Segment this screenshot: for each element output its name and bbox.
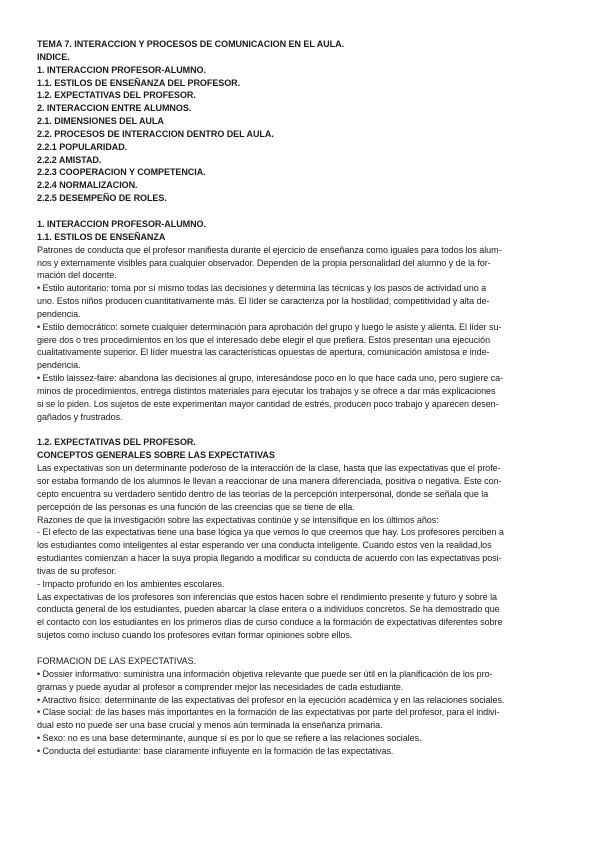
section-teaching-styles <box>37 218 567 424</box>
index-item: 2.2.4 NORMALIZACION. <box>37 180 138 191</box>
body-line: gañados y frustrados. <box>37 411 123 422</box>
body-line: estudiantes comienzan a hacer la suya propia llegando a modificar su conducta de acuerdo con las expectativas posi- <box>37 553 502 564</box>
body-line: pendencia. <box>37 308 81 319</box>
index-item: 2.2.1 POPULARIDAD. <box>37 141 128 152</box>
section-heading: FORMACION DE LAS EXPECTATIVAS. <box>37 655 197 666</box>
section-heading: 1. INTERACCION PROFESOR-ALUMNO. <box>37 218 206 229</box>
body-line: percepción de las personas es una función de las creencias que se tiene de ella. <box>37 501 355 512</box>
body-line: mación del docente. <box>37 270 117 281</box>
section-heading: 1.2. EXPECTATIVAS DEL PROFESOR. <box>37 437 196 448</box>
index-item: 2.2.2 AMISTAD. <box>37 154 102 165</box>
index-heading: INDICE. <box>37 51 70 62</box>
body-line: • Dossier informativo: suministra una información objetiva relevante que puede ser útil en la planificación de los pro- <box>37 668 493 679</box>
index-item: 2.2.3 COOPERACION Y COMPETENCIA. <box>37 167 206 178</box>
body-line: • Estilo democrático: somete cualquier determinación para aprobación del grupo y luego le asiste y alienta. El líder su- <box>37 321 502 332</box>
body-line: si se lo piden. Los sujetos de este experimentan mayor cantidad de estrés, producen poco trabajo y aparecen desen- <box>37 398 499 409</box>
body-line: Razones de que la investigación sobre las expectativas continúe y se intensifique en los últimos años: <box>37 514 439 525</box>
index-item: 2.2.5 DESEMPEÑO DE ROLES. <box>37 193 167 204</box>
body-line: el contacto con los estudiantes en los primeros días de curso conduce a la formación de expectativas diferentes sobre <box>37 617 503 628</box>
body-line: dual esto no puede ser una base crucial y menos aún terminada la enseñanza primaria. <box>37 720 383 731</box>
body-line: uno. Estos niños producen cuantitativamente más. El líder se caracteriza por la hostilidad, competitividad y alta de- <box>37 296 490 307</box>
body-line: minos de procedimientos, entrega distintos materiales para ejecutar los trabajos y se ofrece a dar más explicaciones <box>37 385 496 396</box>
body-line: nos y externamente visibles para cualquier observador. Dependen de la propia personalidad del alumno y de la for- <box>37 257 491 268</box>
body-line: sor estaba formando de los alumnos le llevan a reaccionar de una manera diferenciada, positiva o negativa. Este con- <box>37 476 502 486</box>
section-subheading: 1.1. ESTILOS DE ENSEÑANZA <box>37 231 166 242</box>
body-line: • Estilo laissez-faire: abandona las decisiones al grupo, interesándose poco en lo que hace cada uno, pero sugiere ca- <box>37 373 504 384</box>
body-line: los estudiantes como inteligentes al estar esperando ver una conducta inteligente. Cuando estos ven la realidad,los <box>37 540 492 551</box>
body-line: giere dos o tres procedimientos en los que el interesado debe elegir el que prefiera. Estos presentan una ejecución <box>37 334 491 345</box>
index-item: 1.1. ESTILOS DE ENSEÑANZA DEL PROFESOR. <box>37 77 241 88</box>
body-line: • Atractivo físico: determinante de las expectativas del profesor en la ejecución académica y en las relaciones sociales. <box>37 694 505 705</box>
index-item: 2.1. DIMENSIONES DEL AULA <box>37 116 164 127</box>
body-line: • Conducta del estudiante: base claramente influyente en la formación de las expectativas. <box>37 745 394 756</box>
body-line: sujetos como incluso cuando los profesores evitan formar opiniones sobre ellos. <box>37 630 353 641</box>
index-item: 2. INTERACCION ENTRE ALUMNOS. <box>37 103 192 114</box>
body-line: - Impacto profundo en los ambientes escolares. <box>37 578 225 589</box>
section-subheading: CONCEPTOS GENERALES SOBRE LAS EXPECTATIVAS <box>37 450 275 461</box>
index-list <box>37 64 567 205</box>
body-line: cepto encuentra su verdadero sentido dentro de las teorías de la percepción interpersonal, donde se señala que la <box>37 488 489 499</box>
index-item: 2.2. PROCESOS DE INTERACCION DENTRO DEL AULA. <box>37 128 274 139</box>
body-line: • Sexo: no es una base determinante, aunque sí es por lo que se refiere a las relaciones sociales. <box>37 733 422 744</box>
body-line: pendencia. <box>37 360 81 371</box>
body-line: • Clase social: de las bases más importantes en la formación de las expectativas por parte del profesor, para el indivi- <box>37 707 500 718</box>
index-item: 1.2. EXPECTATIVAS DEL PROFESOR. <box>37 90 196 101</box>
body-line: cualitativamente superior. El líder muestra las características opuestas de apertura, comunicación amistosa e inde- <box>37 347 490 358</box>
body-line: • Estilo autoritario: toma por sí mismo todas las decisiones y determina las técnicas y los pasos de actividad uno a <box>37 283 487 294</box>
body-line: conducta general de los estudiantes, pueden abarcar la clase entera o a individuos concretos. Se ha demostrado que <box>37 604 500 615</box>
body-line: - El efecto de las expectativas tiene una base lógica ya que vemos lo que creemos que hay. Los profesores perciben a <box>37 527 504 538</box>
body-line: Las expectativas de los profesores son inferencias que estos hacen sobre el rendimiento presente y futuro y sobre la <box>37 591 497 602</box>
section-teacher-expectations <box>37 436 567 642</box>
section-expectation-formation <box>37 655 567 758</box>
index-item: 1. INTERACCION PROFESOR-ALUMNO. <box>37 64 206 75</box>
body-line: tivas de su profesor. <box>37 565 117 576</box>
document-title: TEMA 7. INTERACCION Y PROCESOS DE COMUNICACION EN EL AULA. <box>37 39 344 49</box>
body-line: Patrones de conducta que el profesor manifiesta durante el ejercicio de enseñanza como iguales para todos los alum- <box>37 244 502 255</box>
body-line: Las expectativas son un determinante poderoso de la interacción de la clase, hasta que las expectativas que el profe- <box>37 463 501 474</box>
body-line: gramas y puede ayudar al profesor a comprender mejor las necesidades de cada estudiante. <box>37 681 404 692</box>
